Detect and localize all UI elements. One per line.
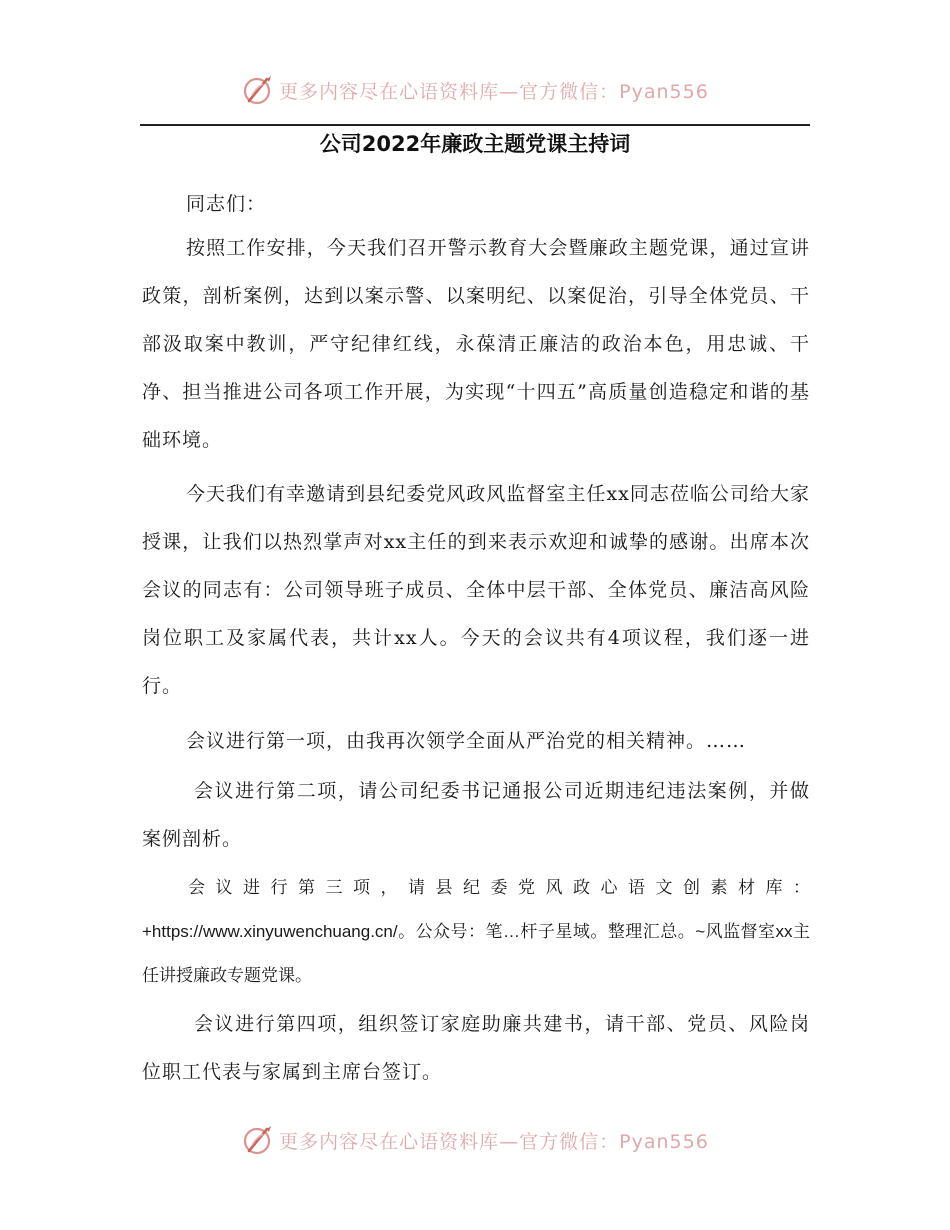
header-divider <box>140 124 810 126</box>
watermark-text: 更多内容尽在心语资料库—官方微信：Pyan556 <box>279 1130 709 1153</box>
watermark-text: 更多内容尽在心语资料库—官方微信：Pyan556 <box>279 80 709 103</box>
paragraph-guests: 今天我们有幸邀请到县纪委党风政风监督室主任xx同志莅临公司给大家授课，让我们以热烈掌声对xx主任的到来表示欢迎和诚挚的感谢。出席本次会议的同志有：公司领导班子成员、全体中层干部、全体党员、廉洁高风险岗位职工及家属代表，共计xx人。今天的会议共有4项议程，我们逐一进行。 <box>142 483 810 697</box>
paragraph-intro: 按照工作安排，今天我们召开警示教育大会暨廉政主题党课，通过宣讲政策，剖析案例，达到以案示警、以案明纪、以案促治，引导全体党员、干部汲取案中教训，严守纪律红线，永葆清正廉洁的政治本色，用忠诚、干净、担当推进公司各项工作开展，为实现“十四五”高质量创造稳定和谐的基础环境。 <box>142 237 810 451</box>
watermark-banner-bottom <box>0 1120 950 1160</box>
paragraph-item-two: 会议进行第二项，请公司纪委书记通报公司近期违纪违法案例，并做案例剖析。 <box>142 780 810 850</box>
quill-pen-logo-icon <box>241 73 275 107</box>
document-title: 公司2022年廉政主题党课主持词 <box>319 132 631 156</box>
watermark-banner-top <box>0 70 950 110</box>
paragraph-item-four: 会议进行第四项，组织签订家庭助廉共建书，请干部、党员、风险岗位职工代表与家属到主席台签订。 <box>142 1013 810 1083</box>
quill-pen-logo-icon <box>241 1123 275 1157</box>
salutation: 同志们： <box>186 193 267 215</box>
paragraph-item-three: 会议进行第三项，请县纪委党风政心语文创素材库：+https://www.xinyuwenchuang.cn/。公众号：笔…杆子星域。整理汇总。~风监督室xx主任讲授廉政专题党课。 <box>142 878 810 985</box>
paragraph-item-one: 会议进行第一项，由我再次领学全面从严治党的相关精神。…… <box>186 730 747 752</box>
